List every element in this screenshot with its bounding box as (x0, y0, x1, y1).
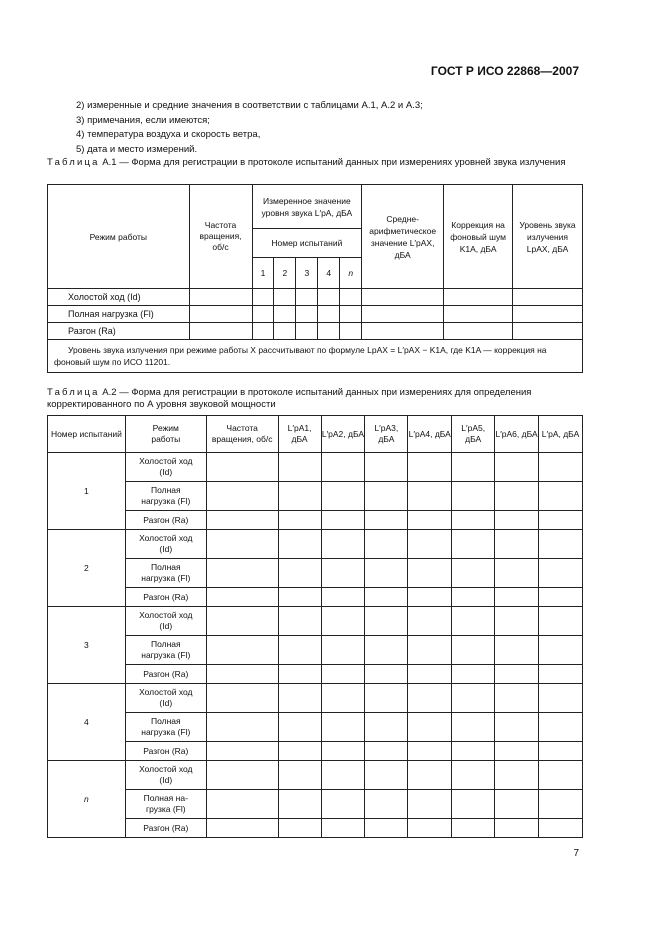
empty-cell (495, 742, 539, 761)
empty-cell (365, 742, 408, 761)
header-average: Средне-арифметическое значение L′pAX, дБА (362, 185, 444, 289)
table-note: Уровень звука излучения при режиме работы X рассчитывают по формуле LpAX = L′pAX − K1A, где K1A — коррекция на фоновый шум по ИСО 11201. (48, 340, 583, 373)
empty-cell (278, 530, 321, 559)
table-row (48, 713, 583, 742)
empty-cell (452, 790, 495, 819)
table-row (48, 453, 583, 482)
empty-cell (278, 665, 321, 684)
test-number-cell: 3 (48, 607, 126, 684)
empty-cell (321, 665, 365, 684)
empty-cell (321, 742, 365, 761)
empty-cell (206, 761, 278, 790)
mode-cell: Разгон (Ra) (125, 588, 206, 607)
empty-cell (278, 684, 321, 713)
caption-label: Таблица (47, 157, 100, 168)
empty-cell (365, 819, 408, 838)
empty-cell (206, 482, 278, 511)
empty-cell (539, 453, 583, 482)
empty-cell (278, 607, 321, 636)
empty-cell (539, 636, 583, 665)
empty-cell (408, 453, 452, 482)
empty-cell (365, 559, 408, 588)
empty-cell (321, 790, 365, 819)
empty-cell (365, 607, 408, 636)
mode-cell: Разгон (Ra) (125, 819, 206, 838)
header-lpa1: L′pA1, дБА (278, 416, 321, 453)
empty-cell (539, 684, 583, 713)
list-item: 4) температура воздуха и скорость ветра, (76, 129, 261, 140)
empty-cell (539, 790, 583, 819)
test-number-cell: 1 (48, 453, 126, 530)
empty-cell (408, 761, 452, 790)
empty-cell (408, 559, 452, 588)
mode-cell: Холостой ход (Id) (125, 761, 206, 790)
test-number: 3 (296, 258, 318, 289)
empty-cell (495, 819, 539, 838)
header-lpa3: L′pA3, дБА (365, 416, 408, 453)
empty-cell (321, 819, 365, 838)
empty-cell (278, 588, 321, 607)
empty-cell (321, 684, 365, 713)
table-row (48, 761, 583, 790)
empty-cell (495, 559, 539, 588)
empty-cell (452, 761, 495, 790)
table-row (48, 511, 583, 530)
empty-cell (321, 511, 365, 530)
caption-label: Таблица (47, 387, 100, 398)
empty-cell (495, 511, 539, 530)
empty-cell (278, 790, 321, 819)
list-item: 3) примечания, если имеются; (76, 114, 210, 126)
caption-text: А.2 — Форма для регистрации в протоколе испытаний данных при измерениях для определения корректированного по А уровня звуковой мощности (47, 387, 532, 410)
page-number: 7 (573, 848, 579, 859)
empty-cell (365, 482, 408, 511)
empty-cell (206, 530, 278, 559)
mode-cell: Разгон (Ra) (125, 742, 206, 761)
empty-cell (495, 453, 539, 482)
test-number-cell: 2 (48, 530, 126, 607)
empty-cell (539, 761, 583, 790)
empty-cell (452, 742, 495, 761)
empty-cell (365, 588, 408, 607)
mode-cell: Полная нагрузка (Fl) (125, 713, 206, 742)
mode-cell: Полная нагрузка (Fl) (125, 636, 206, 665)
empty-cell (278, 761, 321, 790)
mode-cell: Полная на-грузка (Fl) (125, 790, 206, 819)
mode-cell: Холостой ход (Id) (125, 530, 206, 559)
header-lpa2: L′pA2, дБА (321, 416, 365, 453)
empty-cell (452, 530, 495, 559)
empty-cell (206, 636, 278, 665)
test-number-cell: 4 (48, 684, 126, 761)
table-a1 (47, 184, 583, 373)
empty-cell (206, 453, 278, 482)
mode-cell: Полная нагрузка (Fl) (125, 482, 206, 511)
empty-cell (321, 713, 365, 742)
empty-cell (452, 684, 495, 713)
empty-cell (321, 453, 365, 482)
table-a2-body (48, 453, 583, 838)
header-test-number: Номер испытаний (48, 416, 126, 453)
empty-cell (365, 761, 408, 790)
header-frequency: Частота вращения, об/с (189, 185, 252, 289)
report-items-list (76, 99, 423, 157)
header-correction: Коррекция на фоновый шум K1A, дБА (444, 185, 513, 289)
header-test-number: Номер испытаний (252, 229, 362, 258)
empty-cell (408, 790, 452, 819)
empty-cell (365, 665, 408, 684)
empty-cell (452, 819, 495, 838)
table-a2-caption (47, 387, 587, 410)
empty-cell (206, 819, 278, 838)
empty-cell (408, 665, 452, 684)
empty-cell (206, 684, 278, 713)
empty-cell (206, 588, 278, 607)
empty-cell (495, 530, 539, 559)
table-row (48, 790, 583, 819)
empty-cell (539, 742, 583, 761)
empty-cell (452, 607, 495, 636)
empty-cell (408, 684, 452, 713)
header-lpa5: L′pA5, дБА (452, 416, 495, 453)
empty-cell (365, 636, 408, 665)
test-number-cell: n (48, 761, 126, 838)
mode-cell: Холостой ход (Id) (125, 684, 206, 713)
empty-cell (495, 482, 539, 511)
mode-cell: Холостой ход (Id) (125, 607, 206, 636)
mode-cell: Холостой ход (Id) (125, 453, 206, 482)
empty-cell (365, 530, 408, 559)
header-mode: Режим работы (125, 416, 206, 453)
empty-cell (539, 559, 583, 588)
empty-cell (539, 665, 583, 684)
empty-cell (495, 790, 539, 819)
header-lpa6: L′pA6, дБА (495, 416, 539, 453)
empty-cell (452, 588, 495, 607)
empty-cell (206, 713, 278, 742)
empty-cell (452, 713, 495, 742)
empty-cell (365, 511, 408, 530)
empty-cell (495, 665, 539, 684)
empty-cell (452, 665, 495, 684)
list-item: 5) дата и место измерений. (76, 143, 198, 155)
empty-cell (365, 684, 408, 713)
empty-cell (206, 559, 278, 588)
empty-cell (452, 511, 495, 530)
empty-cell (365, 453, 408, 482)
empty-cell (206, 742, 278, 761)
document-header: ГОСТ Р ИСО 22868—2007 (430, 64, 579, 78)
mode-cell: Разгон (Ra) (125, 665, 206, 684)
table-row (48, 530, 583, 559)
empty-cell (206, 790, 278, 819)
header-lpa-mean: L′pA, дБА (539, 416, 583, 453)
empty-cell (408, 482, 452, 511)
table-row (48, 588, 583, 607)
list-item: 2) измеренные и средние значения в соответствии с таблицами А.1, А.2 и А.3; (76, 100, 423, 111)
empty-cell (365, 790, 408, 819)
empty-cell (452, 482, 495, 511)
table-row (48, 559, 583, 588)
empty-cell (495, 636, 539, 665)
empty-cell (278, 713, 321, 742)
empty-cell (321, 530, 365, 559)
empty-cell (495, 588, 539, 607)
empty-cell (278, 742, 321, 761)
table-row (48, 607, 583, 636)
test-number: 2 (274, 258, 296, 289)
header-lpa4: L′pA4, дБА (408, 416, 452, 453)
mode-cell: Полная нагрузка (Fl) (125, 559, 206, 588)
row-label: Холостой ход (Id) (48, 289, 190, 306)
header-measured: Измеренное значение уровня звука L′pA, дБА (252, 185, 362, 229)
table-row (48, 742, 583, 761)
table-a2 (47, 415, 583, 838)
table-row (48, 482, 583, 511)
empty-cell (278, 819, 321, 838)
empty-cell (321, 636, 365, 665)
header-mode: Режим работы (48, 185, 190, 289)
empty-cell (278, 511, 321, 530)
empty-cell (539, 511, 583, 530)
empty-cell (408, 713, 452, 742)
empty-cell (539, 588, 583, 607)
empty-cell (495, 713, 539, 742)
empty-cell (408, 588, 452, 607)
empty-cell (278, 453, 321, 482)
empty-cell (278, 636, 321, 665)
empty-cell (278, 482, 321, 511)
empty-cell (408, 511, 452, 530)
empty-cell (495, 761, 539, 790)
header-emission: Уровень звука излучения LpAX, дБА (513, 185, 583, 289)
empty-cell (408, 607, 452, 636)
empty-cell (539, 713, 583, 742)
empty-cell (206, 607, 278, 636)
table-a1-caption (47, 157, 587, 169)
empty-cell (206, 511, 278, 530)
mode-cell: Разгон (Ra) (125, 511, 206, 530)
test-number: n (340, 258, 362, 289)
empty-cell (495, 607, 539, 636)
empty-cell (539, 607, 583, 636)
empty-cell (408, 742, 452, 761)
empty-cell (408, 530, 452, 559)
header-frequency: Частота вращения, об/с (206, 416, 278, 453)
table-row (48, 684, 583, 713)
empty-cell (321, 482, 365, 511)
row-label: Полная нагрузка (Fl) (48, 306, 190, 323)
empty-cell (452, 636, 495, 665)
empty-cell (452, 453, 495, 482)
empty-cell (321, 761, 365, 790)
empty-cell (408, 819, 452, 838)
empty-cell (321, 588, 365, 607)
empty-cell (278, 559, 321, 588)
table-row (48, 636, 583, 665)
empty-cell (408, 636, 452, 665)
table-row (48, 819, 583, 838)
empty-cell (452, 559, 495, 588)
empty-cell (321, 559, 365, 588)
empty-cell (539, 819, 583, 838)
empty-cell (495, 684, 539, 713)
empty-cell (206, 665, 278, 684)
caption-text: А.1 — Форма для регистрации в протоколе испытаний данных при измерениях уровней звука излучения (99, 157, 566, 168)
empty-cell (539, 482, 583, 511)
table-row (48, 665, 583, 684)
empty-cell (539, 530, 583, 559)
test-number: 4 (318, 258, 340, 289)
empty-cell (321, 607, 365, 636)
empty-cell (365, 713, 408, 742)
row-label: Разгон (Ra) (48, 323, 190, 340)
test-number: 1 (252, 258, 274, 289)
